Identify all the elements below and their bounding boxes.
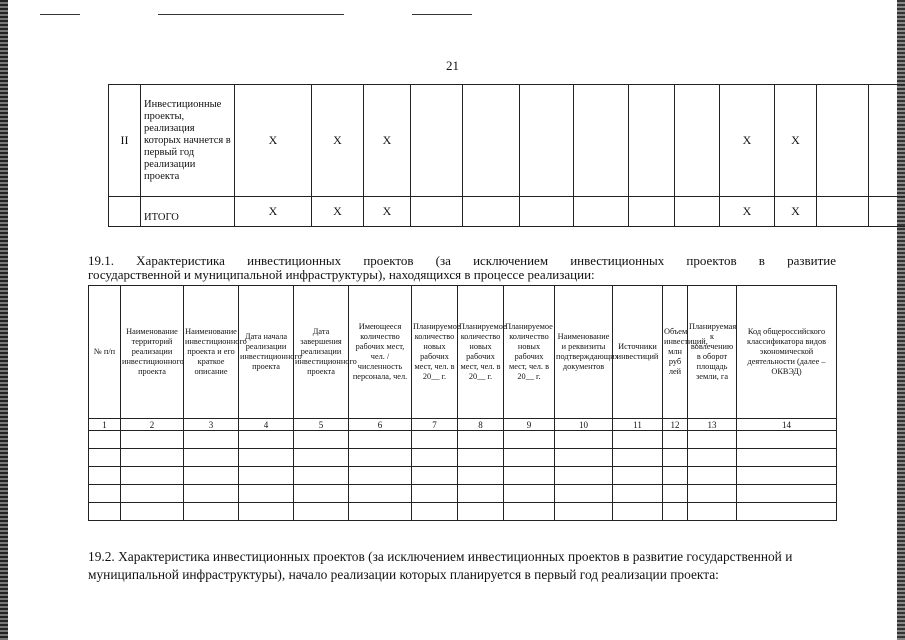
mark-cell: X <box>312 197 364 227</box>
mark-cell <box>463 197 520 227</box>
empty-cell <box>121 467 184 485</box>
column-number: 9 <box>504 419 555 431</box>
empty-row <box>89 449 837 467</box>
section-19-2: 19.2. Характеристика инвестиционных проектов (за исключением инвестиционных проектов в развитие государственной и муниципальной инфраструктуры), начало реализации которых планируется в первый год реализации проекта: <box>88 549 793 582</box>
empty-cell <box>349 467 412 485</box>
column-header: Дата начала реализации инвестиционного проекта <box>239 286 294 419</box>
empty-cell <box>89 449 121 467</box>
empty-cell <box>613 485 663 503</box>
empty-cell <box>458 485 504 503</box>
empty-cell <box>89 467 121 485</box>
empty-cell <box>504 449 555 467</box>
empty-cell <box>663 503 688 521</box>
empty-cell <box>184 485 239 503</box>
column-number: 7 <box>412 419 458 431</box>
row-number-cell: II <box>109 85 141 197</box>
empty-cell <box>555 431 613 449</box>
empty-cell <box>239 485 294 503</box>
empty-cell <box>239 467 294 485</box>
mark-cell: X <box>775 85 817 197</box>
empty-cell <box>737 449 837 467</box>
column-number: 1 <box>89 419 121 431</box>
mark-cell <box>411 85 463 197</box>
mark-cell <box>411 197 463 227</box>
empty-cell <box>184 449 239 467</box>
empty-cell <box>294 503 349 521</box>
top-rule <box>412 14 472 15</box>
empty-cell <box>688 503 737 521</box>
column-header: Планируемое количество новых рабочих мест, чел. в 20__ г. <box>504 286 555 419</box>
empty-cell <box>121 449 184 467</box>
column-header: Код общероссийского классификатора видов экономической деятельности (далее – ОКВЭД) <box>737 286 837 419</box>
section-19-1-line2: государственной и муниципальной инфраструктуры), находящихся в процессе реализации: <box>88 267 595 282</box>
page-number: 21 <box>446 58 459 73</box>
column-header: Планируемая к вовлечению в оборот площадь земли, га <box>688 286 737 419</box>
mark-cell <box>629 197 675 227</box>
column-number: 10 <box>555 419 613 431</box>
scan-edge-left <box>0 0 8 640</box>
empty-cell <box>688 485 737 503</box>
empty-cell <box>613 449 663 467</box>
mark-cell <box>817 85 869 197</box>
empty-cell <box>458 449 504 467</box>
empty-cell <box>239 449 294 467</box>
column-header: Объем инвестиций, млн руб лей <box>663 286 688 419</box>
empty-cell <box>184 503 239 521</box>
empty-cell <box>121 485 184 503</box>
row-description-cell: Инвестиционные проекты, реализация которых начнется в первый год реализации проекта <box>141 85 235 197</box>
mark-cell <box>574 85 629 197</box>
empty-cell <box>89 431 121 449</box>
mark-cell <box>675 197 720 227</box>
mark-cell: X <box>312 85 364 197</box>
column-header: Планируемое количество новых рабочих мест, чел. в 20__ г. <box>412 286 458 419</box>
empty-cell <box>349 503 412 521</box>
mark-cell <box>520 85 574 197</box>
mark-cell: X <box>775 197 817 227</box>
empty-cell <box>613 467 663 485</box>
mark-cell: X <box>364 197 411 227</box>
empty-cell <box>458 503 504 521</box>
top-rule <box>40 14 80 15</box>
empty-cell <box>737 485 837 503</box>
column-number: 11 <box>613 419 663 431</box>
empty-cell <box>663 467 688 485</box>
empty-cell <box>555 503 613 521</box>
column-number: 3 <box>184 419 239 431</box>
empty-cell <box>613 431 663 449</box>
empty-cell <box>688 449 737 467</box>
mark-cell: X <box>720 197 775 227</box>
empty-cell <box>737 431 837 449</box>
empty-cell <box>688 431 737 449</box>
column-number: 5 <box>294 419 349 431</box>
mark-cell <box>520 197 574 227</box>
column-number: 13 <box>688 419 737 431</box>
column-header: Имеющееся количество рабочих мест, чел. / численность персонала, чел. <box>349 286 412 419</box>
empty-cell <box>184 467 239 485</box>
empty-cell <box>663 449 688 467</box>
section-19-1-line1: 19.1. Характеристика инвестиционных проектов (за исключением инвестиционных проектов в развитие <box>88 253 836 268</box>
empty-cell <box>294 485 349 503</box>
empty-cell <box>504 431 555 449</box>
row-number-cell <box>109 197 141 227</box>
table-row <box>109 85 905 197</box>
table-19-1 <box>88 285 837 521</box>
top-rule <box>158 14 344 15</box>
empty-row <box>89 503 837 521</box>
column-number: 2 <box>121 419 184 431</box>
mark-cell: X <box>235 85 312 197</box>
empty-cell <box>89 485 121 503</box>
empty-cell <box>184 431 239 449</box>
column-number: 8 <box>458 419 504 431</box>
mark-cell: X <box>235 197 312 227</box>
empty-cell <box>239 503 294 521</box>
empty-row <box>89 485 837 503</box>
column-header: Источники инвестиций <box>613 286 663 419</box>
column-header: Наименование инвестиционного проекта и его краткое описание <box>184 286 239 419</box>
empty-cell <box>412 467 458 485</box>
empty-cell <box>412 485 458 503</box>
empty-cell <box>504 485 555 503</box>
empty-cell <box>504 503 555 521</box>
row-description-cell: ИТОГО <box>141 197 235 227</box>
column-header: № п/п <box>89 286 121 419</box>
table-row <box>109 197 905 227</box>
empty-cell <box>121 503 184 521</box>
empty-cell <box>412 449 458 467</box>
empty-cell <box>663 431 688 449</box>
empty-cell <box>294 449 349 467</box>
column-number: 14 <box>737 419 837 431</box>
mark-cell <box>463 85 520 197</box>
empty-cell <box>663 485 688 503</box>
empty-cell <box>349 431 412 449</box>
empty-cell <box>121 431 184 449</box>
empty-cell <box>412 503 458 521</box>
mark-cell <box>629 85 675 197</box>
empty-row <box>89 431 837 449</box>
column-number: 6 <box>349 419 412 431</box>
empty-cell <box>737 503 837 521</box>
mark-cell <box>675 85 720 197</box>
empty-cell <box>294 467 349 485</box>
column-header: Наименование и реквизиты подтверждающих документов <box>555 286 613 419</box>
empty-cell <box>349 449 412 467</box>
mark-cell: X <box>720 85 775 197</box>
column-number: 12 <box>663 419 688 431</box>
empty-cell <box>613 503 663 521</box>
empty-cell <box>458 467 504 485</box>
empty-cell <box>458 431 504 449</box>
mark-cell <box>574 197 629 227</box>
empty-cell <box>294 431 349 449</box>
empty-cell <box>555 449 613 467</box>
mark-cell: X <box>364 85 411 197</box>
empty-cell <box>89 503 121 521</box>
empty-cell <box>688 467 737 485</box>
table-continuation <box>108 84 905 227</box>
mark-cell <box>869 197 905 227</box>
empty-cell <box>737 467 837 485</box>
empty-cell <box>239 431 294 449</box>
empty-cell <box>504 467 555 485</box>
column-number: 4 <box>239 419 294 431</box>
column-header: Дата завершения реализации инвестиционного проекта <box>294 286 349 419</box>
empty-cell <box>555 485 613 503</box>
column-header: Наименование территорий реализации инвестиционного проекта <box>121 286 184 419</box>
mark-cell <box>817 197 869 227</box>
empty-cell <box>555 467 613 485</box>
mark-cell <box>869 85 905 197</box>
empty-row <box>89 467 837 485</box>
empty-cell <box>412 431 458 449</box>
column-header: Планируемое количество новых рабочих мест, чел. в 20__ г. <box>458 286 504 419</box>
empty-cell <box>349 485 412 503</box>
